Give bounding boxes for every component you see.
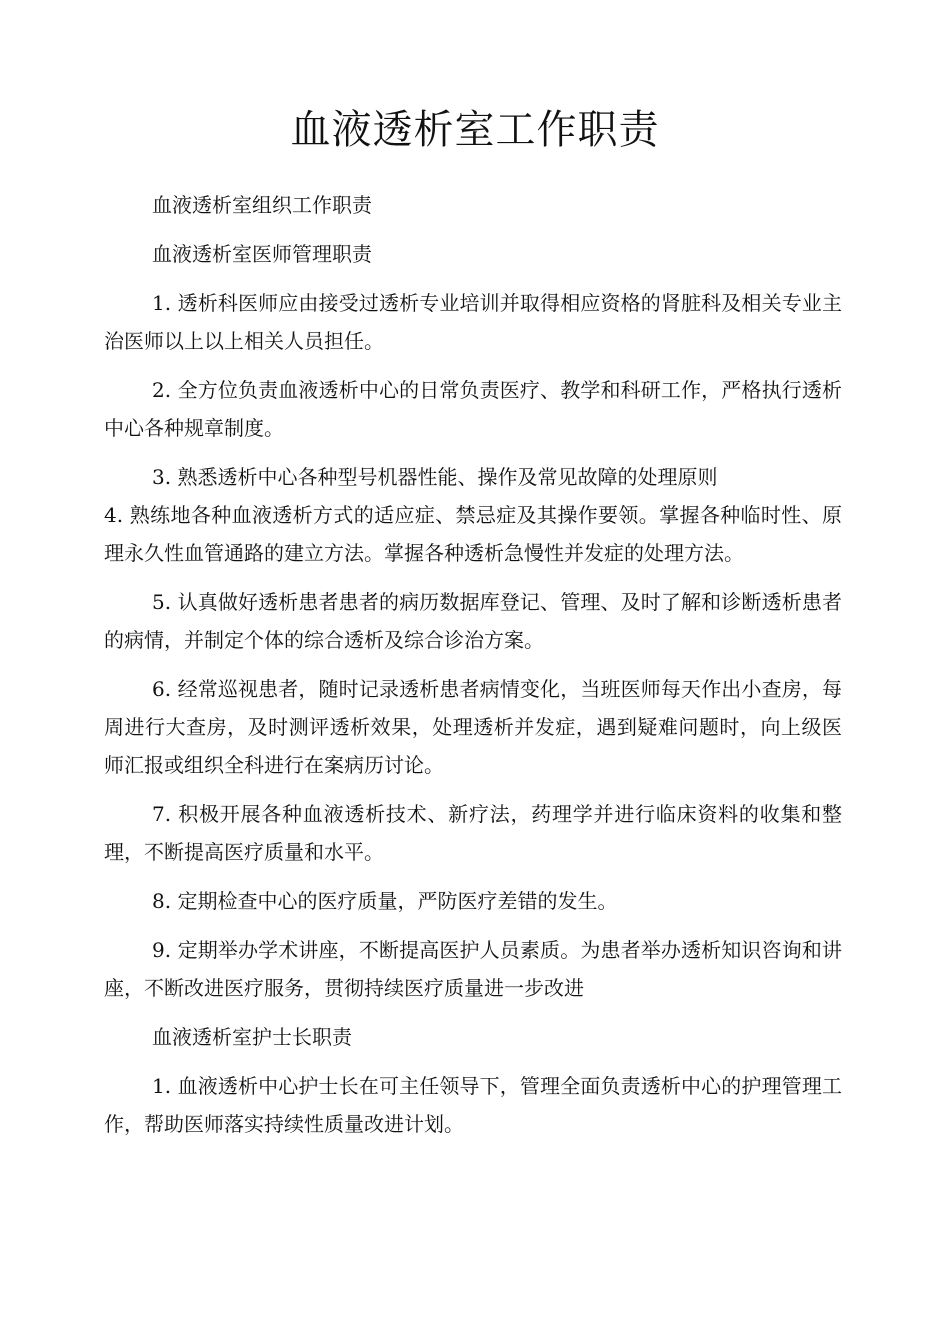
document-title: 血液透析室工作职责 bbox=[290, 107, 660, 153]
paragraph-section-heading: 血液透析室护士长职责 bbox=[152, 1025, 352, 1049]
paragraph-item: 3. 熟悉透析中心各种型号机器性能、操作及常见故障的处理原则 bbox=[152, 465, 718, 489]
paragraph-item: 8. 定期检查中心的医疗质量，严防医疗差错的发生。 bbox=[152, 889, 618, 913]
paragraph-section-heading: 血液透析室组织工作职责 bbox=[152, 193, 372, 217]
paragraph-item: 9. 定期举办学术讲座，不断提高医护人员素质。为患者举办透析知识咨询和讲座，不断改进医疗服务，贯彻持续医疗质量进一步改进 bbox=[104, 938, 842, 1000]
paragraph-item: 4. 熟练地各种血液透析方式的适应症、禁忌症及其操作要领。掌握各种临时性、原理永久性血管通路的建立方法。掌握各种透析急慢性并发症的处理方法。 bbox=[104, 503, 842, 565]
paragraph-item: 2. 全方位负责血液透析中心的日常负责医疗、教学和科研工作，严格执行透析中心各种规章制度。 bbox=[104, 378, 842, 440]
paragraph-item: 6. 经常巡视患者，随时记录透析患者病情变化，当班医师每天作出小查房，每周进行大查房，及时测评透析效果，处理透析并发症，遇到疑难问题时，向上级医师汇报或组织全科进行在案病历讨论。 bbox=[104, 677, 842, 777]
paragraph-item: 1. 透析科医师应由接受过透析专业培训并取得相应资格的肾脏科及相关专业主治医师以上以上相关人员担任。 bbox=[104, 291, 842, 353]
document-body bbox=[104, 186, 842, 1154]
paragraph-item: 7. 积极开展各种血液透析技术、新疗法，药理学并进行临床资料的收集和整理，不断提高医疗质量和水平。 bbox=[104, 802, 842, 864]
paragraph-item: 1. 血液透析中心护士长在可主任领导下，管理全面负责透析中心的护理管理工作，帮助医师落实持续性质量改进计划。 bbox=[104, 1074, 842, 1136]
paragraph-section-heading: 血液透析室医师管理职责 bbox=[152, 242, 372, 266]
paragraph-item: 5. 认真做好透析患者患者的病历数据库登记、管理、及时了解和诊断透析患者的病情，并制定个体的综合透析及综合诊治方案。 bbox=[104, 590, 842, 652]
